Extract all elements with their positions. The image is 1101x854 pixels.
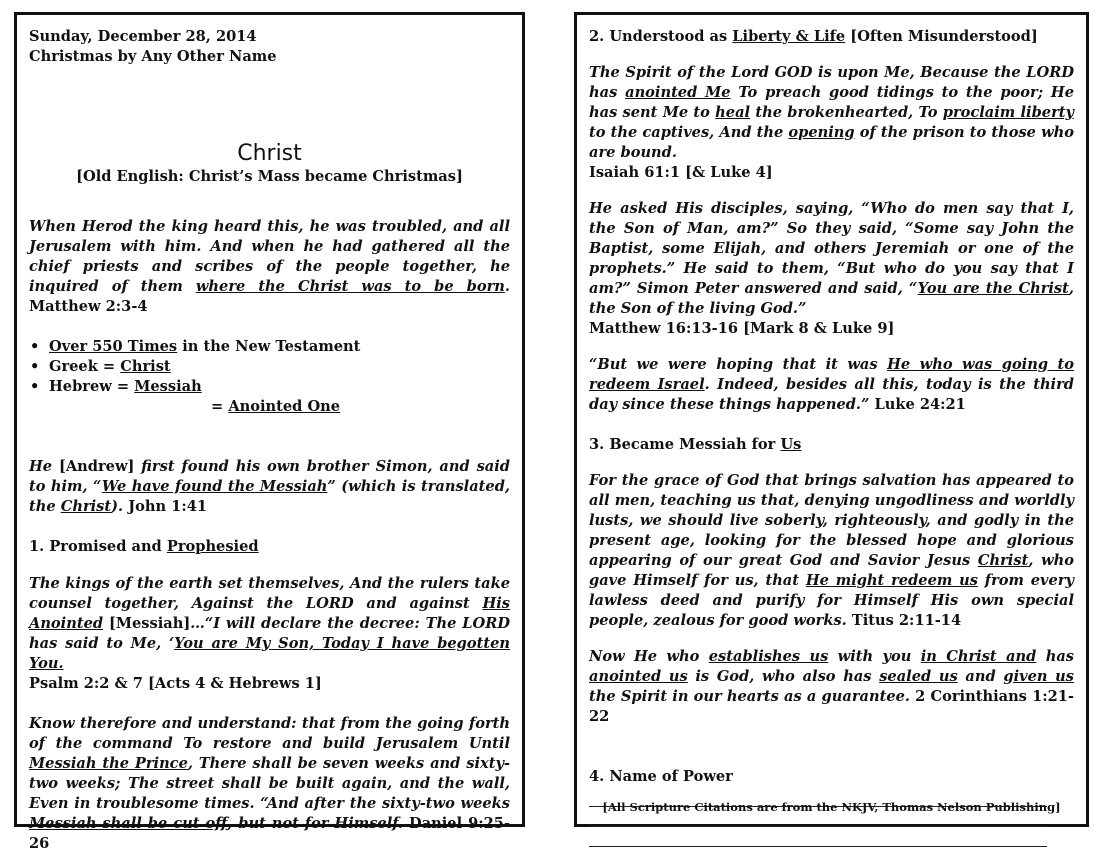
isaiah-passage: The Spirit of the Lord GOD is upon Me, Because the LORD has anointed Me To preach good tidings to the poor; He has sent Me to heal the brokenhearted, To proclaim liberty to the captives, And the opening of the prison to those who are bound. bbox=[589, 64, 1074, 161]
page-subtitle: [Old English: Christ’s Mass became Christmas] bbox=[76, 168, 463, 185]
matthew-passage: He asked His disciples, saying, “Who do men say that I, the Son of Man, am?” So they said, “Some say John the Baptist, some Elijah, and others Jeremiah or one of the prophets.” He said to them, “But who do you say that I am?” Simon Peter answered and said, “You are the Christ, the Son of the living God.” bbox=[589, 200, 1074, 317]
section-2-heading: 2. Understood as Liberty & Life [Often Misunderstood] bbox=[589, 28, 1038, 45]
titus-passage: For the grace of God that brings salvation has appeared to all men, teaching us that, denying ungodliness and worldly lusts, we should live soberly, righteously, and godly in the present age, looking for the blessed hope and glorious appearing of our great God and Savior Jesus Christ, who gave Himself for us, that He might redeem us from every lawless deed and purify for Himself His own special people, zealous for good works. Titus 2:11-14 bbox=[589, 472, 1074, 629]
list-item: • Over 550 Times in the New Testament bbox=[49, 337, 510, 357]
matthew-reference: Matthew 16:13-16 [Mark 8 & Luke 9] bbox=[589, 320, 895, 337]
john-passage: He [Andrew] first found his own brother Simon, and said to him, “We have found the Messiah” (which is translated, the Christ). John 1:41 bbox=[29, 458, 510, 515]
isaiah-reference: Isaiah 61:1 [& Luke 4] bbox=[589, 164, 773, 181]
page-title: Christ bbox=[237, 141, 302, 166]
header-date: Sunday, December 28, 2014 bbox=[29, 28, 257, 45]
luke-passage: “But we were hoping that it was He who was going to redeem Israel. Indeed, besides all this, today is the third day since these things happened.” Luke 24:21 bbox=[589, 356, 1075, 413]
header-series: Christmas by Any Other Name bbox=[29, 48, 277, 65]
daniel-passage: Know therefore and understand: that from the going forth of the command To restore and build Jerusalem Until Messiah the Prince, There shall be seven weeks and sixty-two weeks; The street shall be built again, and the wall, Even in troublesome times. “And after the sixty-two weeks Messiah shall be cut off, but not for Himself. Daniel 9:25-26 bbox=[29, 715, 510, 852]
fact-list bbox=[29, 337, 510, 397]
section-1-heading: 1. Promised and Prophesied bbox=[29, 538, 259, 555]
psalm-passage: The kings of the earth set themselves, And the rulers take counsel together, Against the LORD and against His Anointed [Messiah]…“I will declare the decree: The LORD has said to Me, ‘You are My Son, Today I have begotten You. bbox=[29, 575, 511, 672]
footer-citation: [All Scripture Citations are from the NKJV, Thomas Nelson Publishing] bbox=[602, 800, 1061, 814]
section-3-heading: 3. Became Messiah for Us bbox=[589, 436, 802, 453]
answer-line[interactable] bbox=[589, 827, 1047, 847]
intro-passage: When Herod the king heard this, he was troubled, and all Jerusalem with him. And when he had gathered all the chief priests and scribes of the people together, he inquired of them where the Christ was to be born. Matthew 2:3-4 bbox=[29, 218, 511, 315]
corinthians-passage: Now He who establishes us with you in Christ and has anointed us is God, who also has sealed us and given us the Spirit in our hearts as a guarantee. 2 Corinthians 1:21-22 bbox=[589, 648, 1075, 725]
right-page bbox=[574, 12, 1089, 827]
left-page bbox=[14, 12, 525, 852]
section-4-heading: 4. Name of Power bbox=[589, 768, 733, 785]
list-item: • Greek = Christ bbox=[49, 357, 510, 377]
list-item: • Hebrew = Messiah bbox=[49, 377, 510, 397]
psalm-reference: Psalm 2:2 & 7 [Acts 4 & Hebrews 1] bbox=[29, 675, 322, 692]
anointed-one-line: = Anointed One bbox=[211, 398, 341, 415]
